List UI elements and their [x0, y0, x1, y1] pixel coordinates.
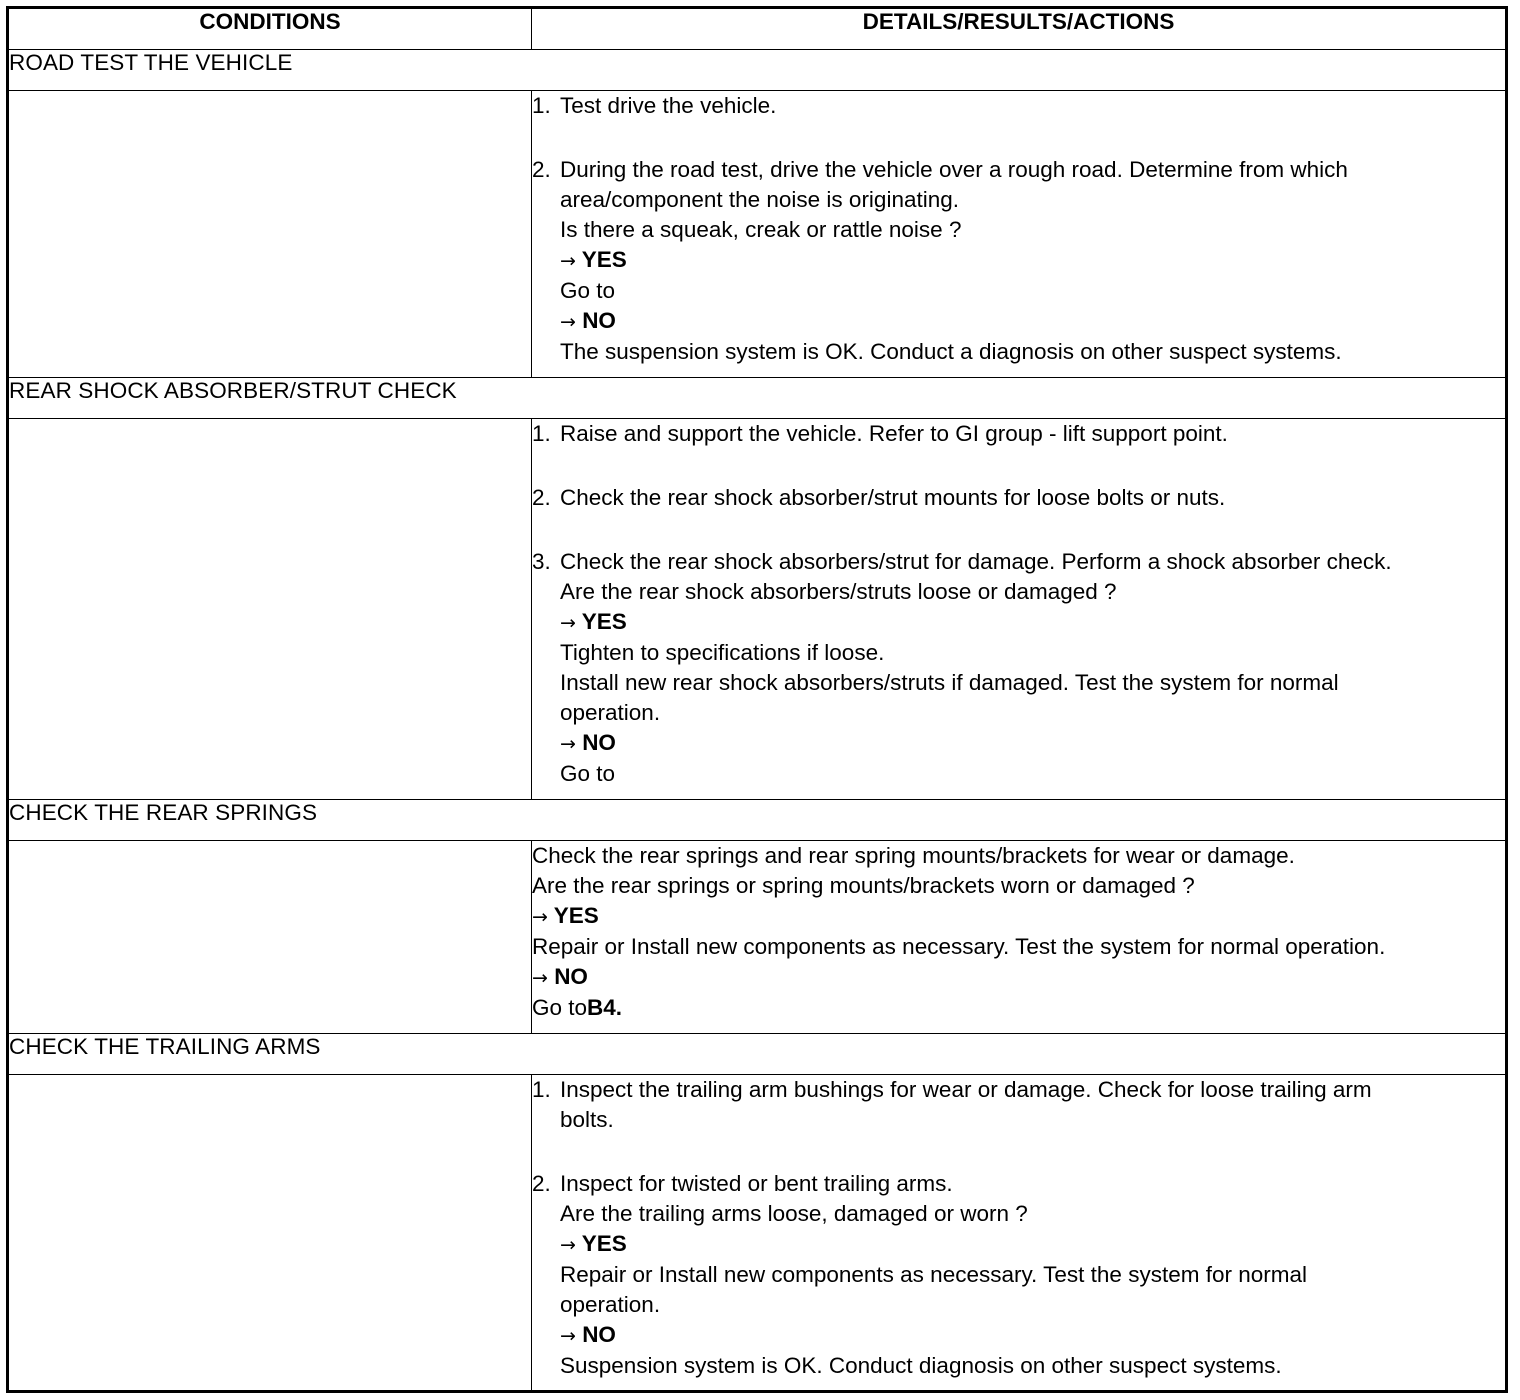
- details-cell-road-test: [532, 91, 1507, 377]
- step-text: bolts.: [560, 1107, 614, 1133]
- step-number: 1.: [532, 420, 551, 446]
- yes-branch: [560, 1229, 1505, 1260]
- step-number: 2.: [532, 484, 551, 510]
- details-cell-springs: [532, 841, 1507, 1034]
- yes-label: YES: [553, 903, 599, 929]
- conditions-header: CONDITIONS: [8, 8, 532, 50]
- step-text: Check the rear shock absorbers/strut for damage. Perform a shock absorber check.: [560, 548, 1392, 574]
- no-branch: [560, 728, 1505, 759]
- section-row-trailing-arms: [8, 1034, 1507, 1075]
- conditions-cell: [8, 841, 532, 1034]
- step-text: Inspect for twisted or bent trailing arms.: [560, 1171, 953, 1197]
- section-title-springs: CHECK THE REAR SPRINGS: [8, 800, 1507, 841]
- step-2: [532, 1169, 1505, 1381]
- no-label: NO: [582, 729, 616, 755]
- question-text: Are the rear springs or spring mounts/brackets worn or damaged ?: [532, 873, 1195, 899]
- conditions-cell: [8, 418, 532, 800]
- arrow-right-icon: →: [532, 967, 548, 990]
- yes-label: YES: [581, 247, 627, 273]
- step-number: 2.: [532, 1171, 551, 1197]
- detail-row-shock-check: [8, 418, 1507, 800]
- arrow-right-icon: →: [560, 1234, 576, 1257]
- no-action-text: Go to: [532, 995, 588, 1021]
- no-label: NO: [582, 308, 616, 334]
- yes-action: Install new rear shock absorbers/struts if damaged. Test the system for normal: [560, 669, 1339, 695]
- question-text: Are the rear shock absorbers/struts loose or damaged ?: [560, 578, 1117, 604]
- yes-action: Repair or Install new components as necessary. Test the system for normal operation.: [532, 934, 1386, 960]
- yes-action: Go to: [560, 278, 616, 304]
- yes-branch: [560, 245, 1505, 276]
- yes-action: Repair or Install new components as necessary. Test the system for normal: [560, 1262, 1307, 1288]
- yes-branch: [532, 901, 1505, 932]
- step-number: 1.: [532, 93, 551, 119]
- section-row-shock-check: [8, 377, 1507, 418]
- no-branch: [532, 962, 1505, 993]
- yes-label: YES: [581, 1231, 627, 1257]
- no-action: [532, 993, 1505, 1023]
- step-3: [532, 547, 1505, 789]
- step-number: 1.: [532, 1077, 551, 1103]
- question-text: Are the trailing arms loose, damaged or worn ?: [560, 1201, 1028, 1227]
- arrow-right-icon: →: [560, 732, 576, 755]
- arrow-right-icon: →: [560, 250, 576, 273]
- yes-label: YES: [581, 608, 627, 634]
- no-label: NO: [554, 964, 588, 990]
- diagnostic-table: [6, 6, 1508, 1393]
- no-branch: [560, 1320, 1505, 1351]
- section-title-road-test: ROAD TEST THE VEHICLE: [8, 50, 1507, 91]
- step-number: 2.: [532, 157, 551, 183]
- step-number: 3.: [532, 548, 551, 574]
- step-text: area/component the noise is originating.: [560, 187, 960, 213]
- step-text: Inspect the trailing arm bushings for wear or damage. Check for loose trailing arm: [560, 1077, 1372, 1103]
- detail-row-trailing-arms: [8, 1075, 1507, 1392]
- section-title-shock-check: REAR SHOCK ABSORBER/STRUT CHECK: [8, 377, 1507, 418]
- conditions-cell: [8, 91, 532, 377]
- yes-action: operation.: [560, 699, 661, 725]
- step-text: Check the rear springs and rear spring mounts/brackets for wear or damage.: [532, 843, 1295, 869]
- arrow-right-icon: →: [560, 611, 576, 634]
- section-row-springs: [8, 800, 1507, 841]
- no-label: NO: [582, 1322, 616, 1348]
- no-action: The suspension system is OK. Conduct a diagnosis on other suspect systems.: [560, 339, 1342, 365]
- no-action: Go to: [560, 760, 616, 786]
- table-header-row: [8, 8, 1507, 50]
- step-text: Raise and support the vehicle. Refer to GI group - lift support point.: [560, 420, 1228, 446]
- conditions-cell: [8, 1075, 532, 1392]
- details-header: DETAILS/RESULTS/ACTIONS: [532, 8, 1507, 50]
- step-text: During the road test, drive the vehicle over a rough road. Determine from which: [560, 157, 1348, 183]
- details-cell-shock-check: [532, 418, 1507, 800]
- step-1: [532, 91, 1505, 121]
- yes-branch: [560, 607, 1505, 638]
- arrow-right-icon: →: [560, 1325, 576, 1348]
- question-text: Is there a squeak, creak or rattle noise ?: [560, 217, 962, 243]
- no-branch: [560, 306, 1505, 337]
- step-1: [532, 1075, 1505, 1135]
- yes-action: Tighten to specifications if loose.: [560, 639, 885, 665]
- yes-action: operation.: [560, 1292, 661, 1318]
- section-title-trailing-arms: CHECK THE TRAILING ARMS: [8, 1034, 1507, 1075]
- arrow-right-icon: →: [532, 906, 548, 929]
- detail-row-springs: [8, 841, 1507, 1034]
- step-text: Test drive the vehicle.: [560, 93, 777, 119]
- step-reference-link[interactable]: B4.: [587, 995, 623, 1021]
- section-row-road-test: [8, 50, 1507, 91]
- step-1: [532, 419, 1505, 449]
- arrow-right-icon: →: [560, 311, 576, 334]
- step-text: Check the rear shock absorber/strut mounts for loose bolts or nuts.: [560, 484, 1226, 510]
- no-action: Suspension system is OK. Conduct diagnosis on other suspect systems.: [560, 1353, 1282, 1379]
- step-2: [532, 155, 1505, 367]
- details-cell-trailing-arms: [532, 1075, 1507, 1392]
- detail-row-road-test: [8, 91, 1507, 377]
- step-2: [532, 483, 1505, 513]
